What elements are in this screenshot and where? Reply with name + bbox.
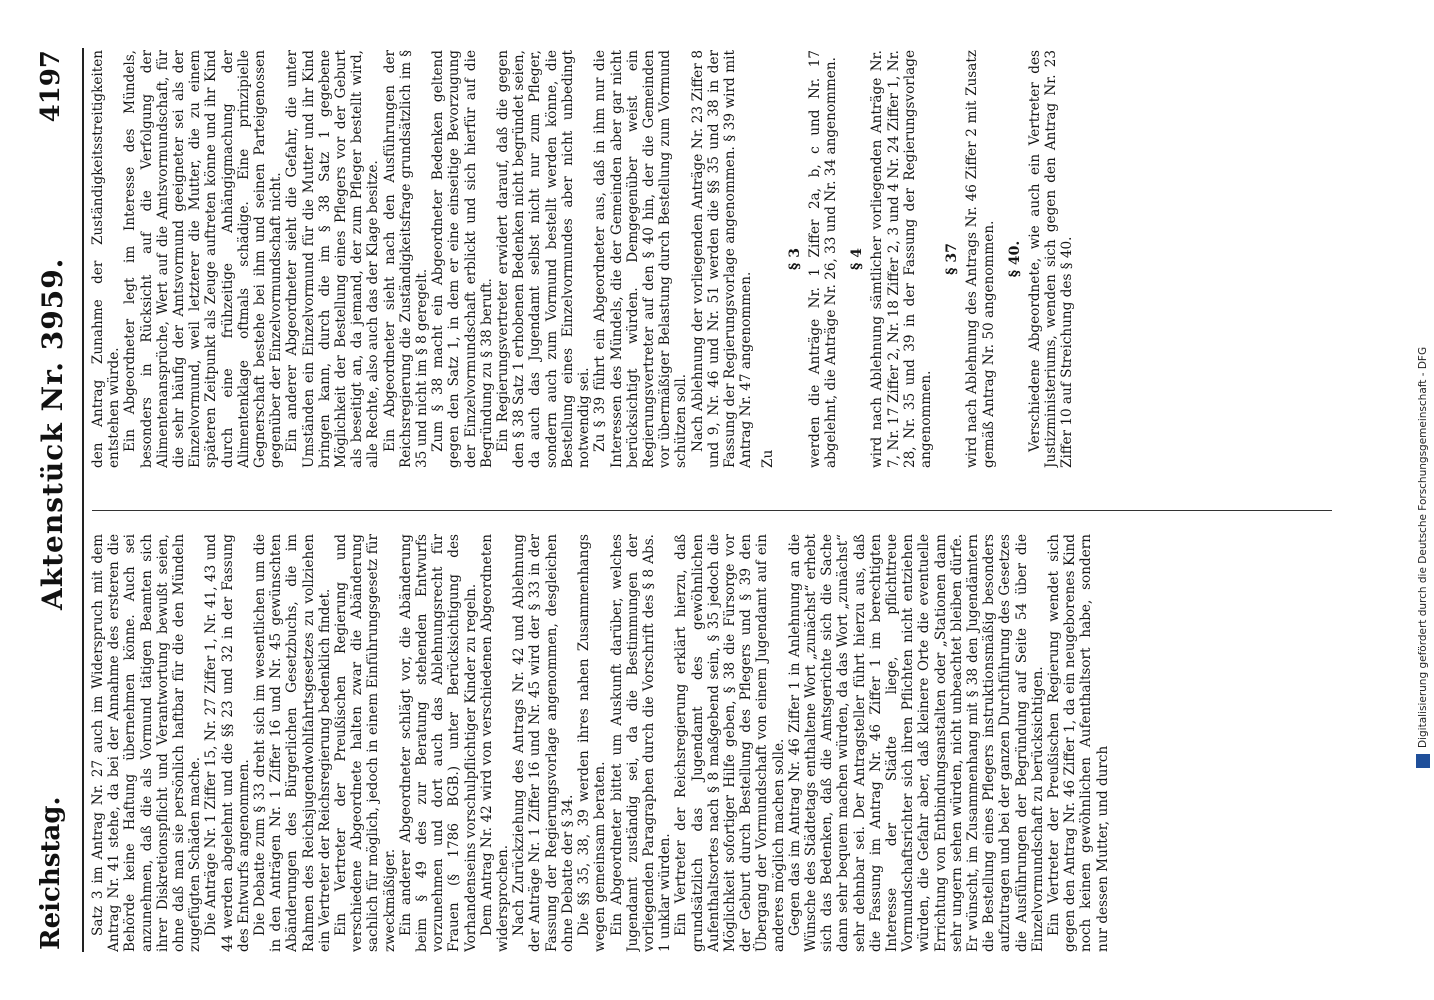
paragraph: Nach Zurückziehung des Antrags Nr. 42 und Ablehnung der Anträge Nr. 1 Ziffer 16 und Nr. 45 wird der § 33 in der Fassung der Regierungsvorlage angenommen, desgleichen ohne Debatte der § 34. — [511, 534, 576, 952]
paragraph: Nach Ablehnung der vorliegenden Anträge Nr. 23 Ziffer 8 und 9, Nr. 46 und Nr. 51 werden die §§ 35 und 38 in der Fassung der Regierungsvorlage angenommen. § 39 wird mit Antrag Nr. 47 angenommen. — [689, 50, 755, 468]
paragraph: Ein Vertreter der Preußischen Regierung wendet sich gegen den Antrag Nr. 46 Ziffer 1, da ein neugeborenes Kind noch keinen gewöhnlichen Aufenthaltsort habe, sondern nur dessen Mutter, und durch — [1045, 534, 1111, 952]
paragraph: Ein Vertreter der Reichsregierung erklärt hierzu, daß grundsätzlich das Jugendamt des gewöhnlichen Aufenthaltsortes nach § 8 maßgebend sein, § 35 jedoch die Möglichkeit sofortiger Hilfe geben, § 38 die Fürsorge vor der Geburt durch Bestellung des Pflegers und § 39 den Übergang der Vormundschaft von einem Jugendamt auf ein anderes möglich machen solle. — [673, 534, 787, 952]
header-rule — [82, 48, 84, 952]
paragraph: wird nach Ablehnung sämtlicher vorliegenden Anträge Nr. 7, Nr. 17 Ziffer 2, Nr. 18 Ziffer 2, 3 und 4 Nr. 24 Ziffer 1, Nr. 28, Nr. 35 und 39 in der Fassung der Regierungsvorlage angenommen. — [869, 50, 934, 468]
paragraph: Die Anträge Nr. 1 Ziffer 15, Nr. 27 Ziffer 1, Nr. 41, 43 und 44 werden abgelehnt und die §§ 23 und 32 in der Fassung des Entwurfs angenommen. — [203, 534, 252, 952]
header-left: Reichstag. — [36, 796, 66, 950]
right-column — [90, 50, 1340, 468]
paragraph: Ein anderer Abgeordneter schlägt vor, die Abänderung beim § 49 des zur Beratung stehenden Entwurfs vorzunehmen und dort auch das Ablehnungsrecht für Frauen (§ 1786 BGB.) unter Berücksichtigung des Vorhandenseins vorschulpflichtiger Kinder zu regeln. — [397, 534, 479, 952]
header-title: Aktenstück Nr. 3959. — [36, 257, 69, 610]
paragraph: wird nach Ablehnung des Antrags Nr. 46 Ziffer 2 mit Zusatz gemäß Antrag Nr. 50 angenommen. — [964, 50, 997, 468]
paragraph: Ein Abgeordneter sieht nach den Ausführungen der Reichsregierung die Zuständigkeitsfrage grundsätzlich im § 35 und nicht im § 8 geregelt. — [381, 50, 431, 468]
paragraph: Gegen das im Antrag Nr. 46 Ziffer 1 in Anlehnung an die Wünsche des Städtetags enthaltene Wort „zunächst“ erhebt sich das Bedenken, daß die Amtsgerichte sich die Sache dann sehr bequem machen würden, da das Wort „zunächst“ sehr dehnbar sei. Der Antragsteller führt hierzu aus, daß die Fassung im Antrag Nr. 46 Ziffer 1 im berechtigten Interesse der Städte liege, pflichttreue Vormundschaftsrichter sich ihren Pflichten nicht entziehen würden, die Gefahr aber, daß kleinere Orte die eventuelle Errichtung von Entbindungsanstalten oder „Stationen dann sehr ungern sehen würden, nicht unbeachtet bleiben dürfe. Er wünscht, im Zusammenhang mit § 38 den Jugendämtern die Bestellung eines Pflegers instruktionsmäßig besonders aufzutragen und bei der ganzen Durchführung des Gesetzes die Ausführungen der Begründung auf Seite 54 über die Einzelvormundschaft zu berücksichtigen. — [786, 534, 1046, 952]
running-header — [36, 50, 80, 950]
section-heading: § 3 — [786, 248, 803, 270]
paragraph: Ein anderer Abgeordneter sieht die Gefahr, die unter Umständen ein Einzelvormund für die Mutter und ihr Kind bringen kann, durch die im § 38 Satz 1 gegebene Möglichkeit der Bestellung eines Pflegers vor der Geburt als beseitigt an, da jemand, der zum Pfleger bestellt wird, alle Rechte, also auch das der Klage besitze. — [284, 50, 382, 468]
paragraph: Die §§ 35, 38, 39 werden ihres nahen Zusammenhangs wegen gemeinsam beraten. — [576, 534, 609, 952]
paragraph: Ein Abgeordneter legt im Interesse des Mündels, besonders in Rücksicht auf die Verfolgung der Alimentenansprüche, Wert auf die Amtsvormundschaft, für die sehr häufig der Amtsvormund geeigneter sei als der Einzelvormund, weil letzterer die Mutter, die zu einem späteren Zeitpunkt als Zeuge auftreten könne und ihr Kind durch eine frühzeitige Anhängigmachung der Alimentenklage oftmals schädige. Eine prinzipielle Gegnerschaft bestehe bei ihm und seinen Parteigenossen gegenüber der Einzelvormundschaft nicht. — [122, 50, 285, 468]
paragraph: Ein Vertreter der Preußischen Regierung und verschiedene Abgeordnete halten zwar die Abänderung sachlich für möglich, jedoch in einem Einführungsgesetz für zweckmäßiger. — [333, 534, 398, 952]
section-heading: § 37 — [944, 243, 961, 275]
section-heading: § 40. — [1006, 240, 1023, 278]
paragraph: Ein Regierungsvertreter erwidert darauf, daß die gegen den § 38 Satz 1 erhobenen Bedenken nicht begründet seien, da auch das Jugendamt selbst nicht nur zum Pfleger, sondern auch zum Vormund bestellt werden könne, die Bestellung eines Einzelvormundes aber nicht unbedingt notwendig sei. — [495, 50, 593, 468]
column-divider — [92, 510, 1332, 511]
paragraph: Zum § 38 macht ein Abgeordneter Bedenken geltend gegen den Satz 1, in dem er eine einseitige Bevorzugung der Einzelvormundschaft erblickt und sich hierfür auf die Begründung zu § 38 beruft. — [430, 50, 495, 468]
paragraph: Satz 3 im Antrag Nr. 27 auch im Widerspruch mit dem Antrag Nr. 41 stehe, da bei der Annahme des ersteren die Behörde keine Haftung übernehmen könne. Auch sei anzunehmen, daß die als Vormund tätigen Beamten sich ihrer Diskretionspflicht und Verantwortung bewußt seien, ohne daß man sie persönlich haftbar für die den Mündeln zugefügten Schäden mache. — [90, 534, 204, 952]
credit-text: Digitalisierung gefördert durch die Deutsche Forschungsgemeinschaft - DFG — [1417, 346, 1429, 748]
dfg-logo-icon — [1416, 754, 1430, 768]
paragraph: werden die Anträge Nr. 1 Ziffer 2a, b, c und Nr. 17 abgelehnt, die Anträge Nr. 26, 33 und Nr. 34 angenommen. — [806, 50, 839, 468]
page-number: 4197 — [36, 50, 66, 123]
left-column — [90, 534, 1340, 952]
paragraph: Ein Abgeordneter bittet um Auskunft darüber, welches Jugendamt zuständig sei, da die Bestimmungen der vorliegenden Paragraphen durch die Vorschrift des § 8 Abs. 1 unklar würden. — [608, 534, 674, 952]
paragraph: Verschiedene Abgeordnete, wie auch ein Vertreter des Justizministeriums, wenden sich gegen den Antrag Nr. 23 Ziffer 10 auf Streichung des § 40. — [1026, 50, 1076, 468]
paragraph: den Antrag Zunahme der Zuständigkeitsstreitigkeiten entstehen würde. — [90, 50, 123, 468]
paragraph: Dem Antrag Nr. 42 wird von verschiedenen Abgeordneten widersprochen. — [478, 534, 512, 952]
paragraph: Die Debatte zum § 33 dreht sich im wesentlichen um die in den Anträgen Nr. 1 Ziffer 16 und Nr. 45 gewünschten Abänderungen des Bürgerlichen Gesetzbuchs, die im Rahmen des Reichsjugendwohlfahrtsgesetzes zu vollziehen ein Vertreter der Reichsregierung bedenklich findet. — [252, 534, 333, 952]
section-heading: § 4 — [849, 248, 866, 270]
paragraph: Zu § 39 führt ein Abgeordneter aus, daß in ihm nur die Interessen des Mündels, die der Gemeinden aber gar nicht berücksichtigt würden. Demgegenüber weist ein Regierungsvertreter auf den § 40 hin, der die Gemeinden vor übermäßiger Belastung durch Bestellung zum Vormund schützen soll. — [592, 50, 690, 468]
paragraph: Zu — [760, 449, 777, 468]
digitization-credit — [1414, 8, 1432, 768]
